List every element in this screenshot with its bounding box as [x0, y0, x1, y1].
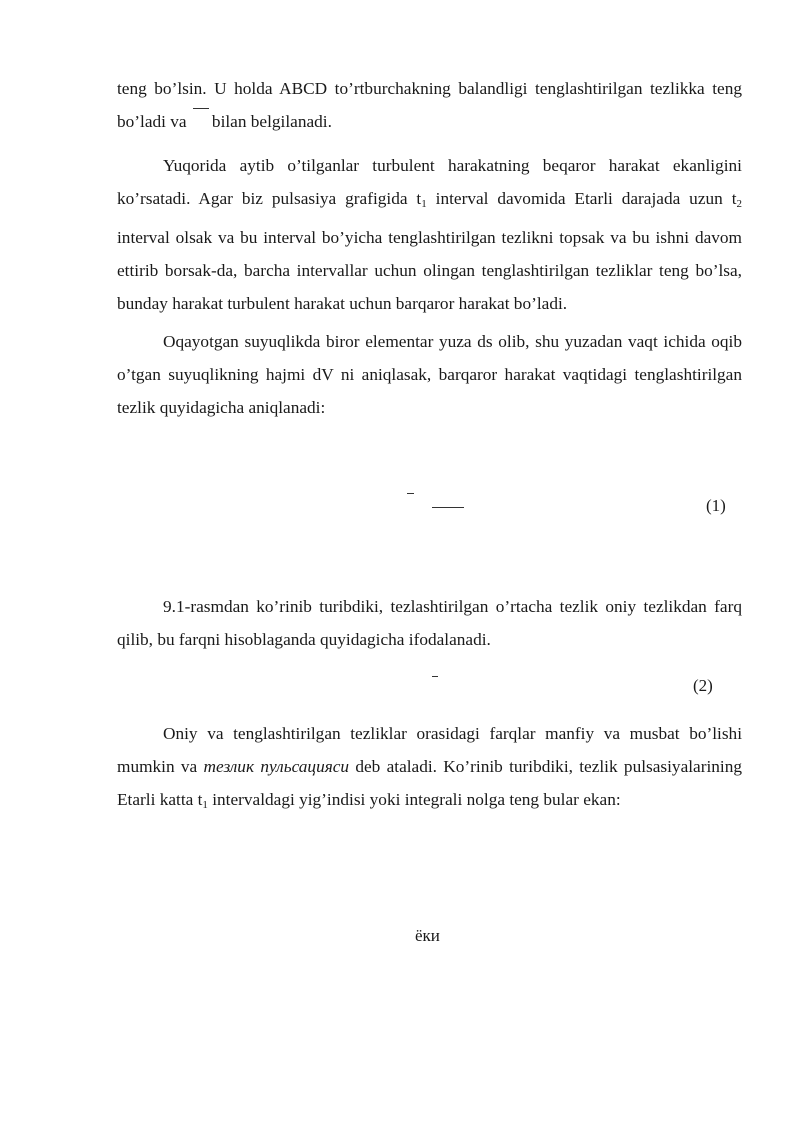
equation-2-dash: [432, 676, 438, 677]
paragraph-5: [117, 717, 742, 822]
paragraph-5-text-c: intervaldagi yig’indisi yoki integrali nolga teng bular ekan:: [207, 790, 621, 809]
paragraph-1: [117, 72, 742, 138]
equation-1-dash: [407, 493, 414, 494]
equation-1-number: (1): [706, 496, 726, 515]
paragraph-1-text-a: teng bo’lsin. U holda ABCD to’rtburchakning balandligi tenglashtirilgan tezlikka teng bo’ladi va: [117, 79, 742, 131]
paragraph-4: [117, 590, 742, 656]
subscript-t2: 2: [736, 198, 742, 210]
paragraph-5-text-a: Oniy va tenglashtirilgan tezliklar orasidagi farqlar manfiy va musbat bo’lishi mumkin va: [117, 724, 742, 776]
paragraph-2-text-b: interval davomida Etarli darajada uzun t: [426, 189, 737, 208]
overbar-symbol: [193, 108, 209, 119]
paragraph-3-text: Oqayotgan suyuqlikda biror elementar yuza ds olib, shu yuzadan vaqt ichida oqib o’tgan suyuqlikning hajmi dV ni aniqlasak, barqaror harakat vaqtidagi tenglashtirilgan tezlik quyidagicha aniqlanadi:: [117, 332, 742, 417]
paragraph-5-text-b: deb ataladi. Ko’rinib turibdiki, tezlik pulsasiyalarining Etarli katta t: [117, 757, 742, 809]
paragraph-3: [117, 325, 742, 424]
paragraph-4-text: 9.1-rasmdan ko’rinib turibdiki, tezlashtirilgan o’rtacha tezlik oniy tezlikdan farq qilib, bu farqni hisoblaganda quyidagicha ifodalanadi.: [117, 597, 742, 649]
paragraph-2: [117, 149, 742, 320]
paragraph-1-text-b: bilan belgilanadi.: [211, 112, 332, 131]
equation-2-number: (2): [693, 676, 713, 695]
subscript-t1-p5: 1: [202, 799, 208, 811]
paragraph-2-text-c: interval olsak va bu interval bo’yicha tenglashtirilgan tezlikni topsak va bu ishni davom ettirib borsak-da, barcha intervallar uchun olingan tenglashtirilgan tezliklar teng bo’lsa, bunday harakat turbulent harakat uchun barqaror harakat bo’ladi.: [117, 228, 742, 313]
paragraph-2-text-a: Yuqorida aytib o’tilganlar turbulent harakatning beqaror harakat ekanligini ko’rsatadi. Agar biz pulsasiya grafigida t: [117, 156, 742, 208]
subscript-t1: 1: [421, 198, 427, 210]
eki-word: ёки: [415, 926, 440, 945]
equation-1-fraction-bar: [432, 507, 464, 508]
paragraph-5-italic-term: тезлик пульсацияси: [203, 757, 350, 776]
